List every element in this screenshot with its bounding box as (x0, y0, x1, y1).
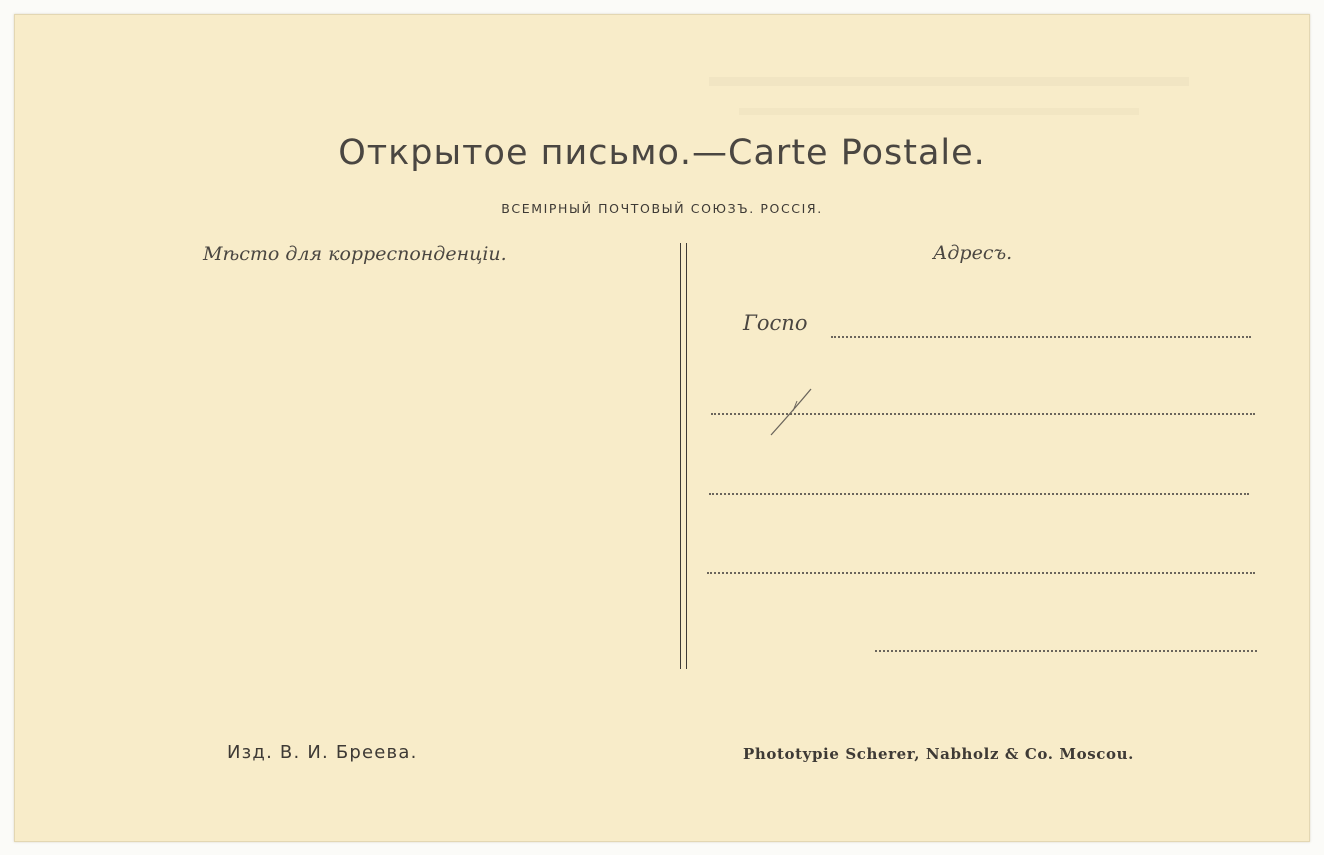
pen-stroke-mark (767, 387, 815, 437)
correspondence-area-label: Мѣсто для корреспонденціи. (203, 243, 507, 265)
bleed-through-mark (731, 103, 1151, 119)
postcard-back (14, 14, 1310, 842)
addressee-prefix: Госпо (743, 311, 808, 335)
bleed-through-text-line-2 (731, 103, 1151, 123)
center-divider (680, 243, 687, 669)
address-line-1 (831, 336, 1251, 338)
bleed-through-text-line-1 (699, 71, 1199, 96)
address-area-label: Адресъ. (933, 242, 1013, 264)
printer-imprint: Phototypie Scherer, Nabholz & Co. Moscou. (743, 745, 1134, 763)
card-title: Открытое письмо.—Carte Postale. (338, 133, 986, 173)
bleed-through-mark (699, 71, 1199, 91)
postal-union-subtitle: ВСЕМІРНЫЙ ПОЧТОВЫЙ СОЮЗЪ. РОССІЯ. (501, 201, 823, 216)
address-line-4 (707, 572, 1255, 574)
publisher-imprint: Изд. В. И. Бреева. (227, 742, 418, 763)
address-line-5 (875, 650, 1257, 652)
address-line-3 (709, 493, 1249, 495)
